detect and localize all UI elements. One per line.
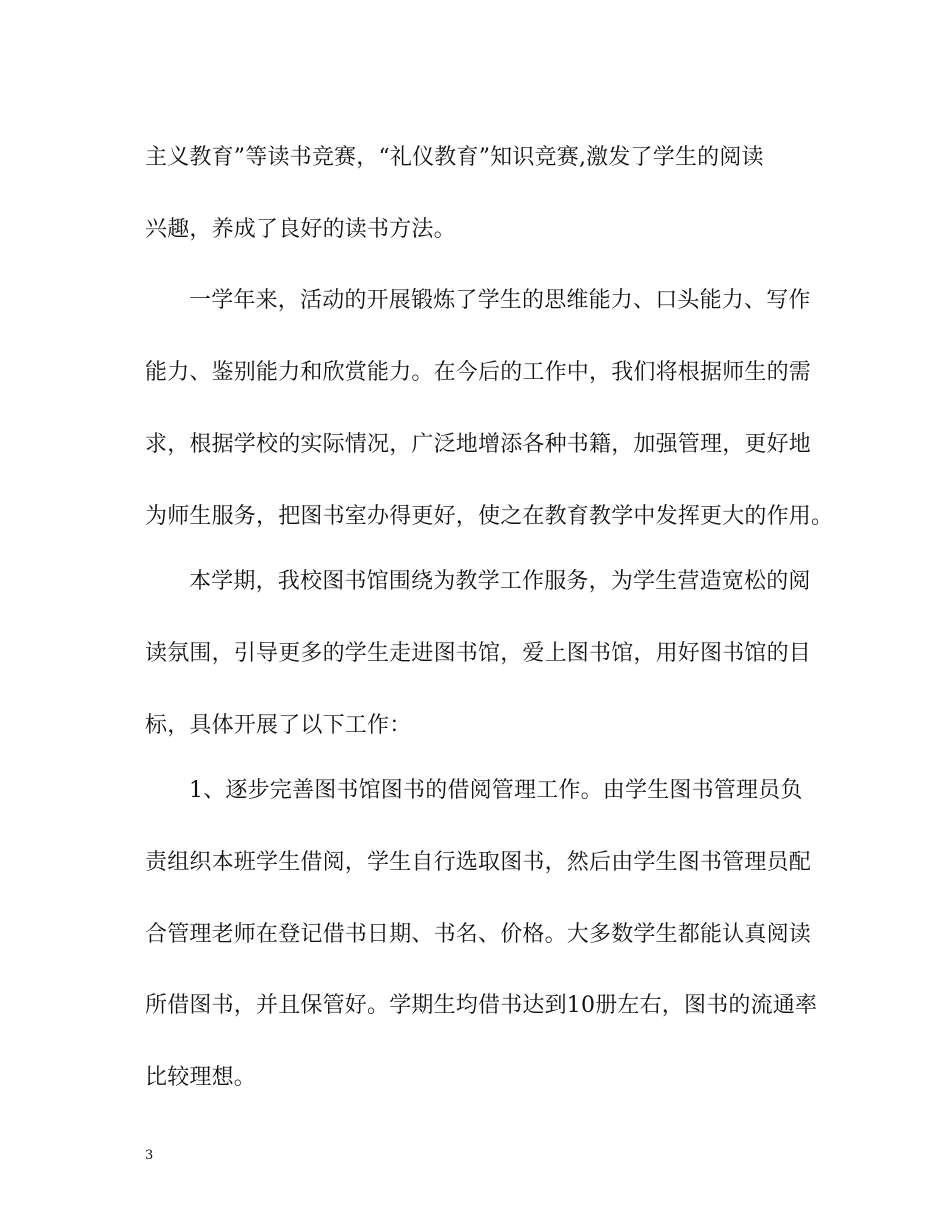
text-line: 为师生服务，把图书室办得更好，使之在教育教学中发挥更大的作用。 xyxy=(145,504,834,529)
text-line: 读氛围，引导更多的学生走进图书馆，爱上图书馆，用好图书馆的目 xyxy=(145,641,812,666)
text-line: 主义教育”等读书竞赛，“礼仪教育”知识竞赛,激发了学生的阅读 xyxy=(145,145,764,170)
paragraph-start-line: 本学期，我校图书馆围绕为教学工作服务，为学生营造宽松的阅 xyxy=(189,569,811,594)
text-line: 求，根据学校的实际情况，广泛地增添各种书籍，加强管理，更好地 xyxy=(145,432,812,457)
text-line: 所借图书，并且保管好。学期生均借书达到10册左右，图书的流通率 xyxy=(145,993,818,1018)
text-line: 比较理想。 xyxy=(145,1065,257,1090)
paragraph-start-line: 一学年来，活动的开展锻炼了学生的思维能力、口头能力、写作 xyxy=(189,288,811,313)
text-line: 标，具体开展了以下工作： xyxy=(145,713,412,738)
text-line: 能力、鉴别能力和欣赏能力。在今后的工作中，我们将根据师生的需 xyxy=(145,360,812,385)
text-line: 合管理老师在登记借书日期、书名、价格。大多数学生都能认真阅读 xyxy=(145,922,812,947)
paragraph-start-line: 1、逐步完善图书馆图书的借阅管理工作。由学生图书管理员负 xyxy=(189,778,803,803)
page-number: 3 xyxy=(145,1148,154,1163)
text-line: 兴趣，养成了良好的读书方法。 xyxy=(145,217,456,242)
text-line: 责组织本班学生借阅，学生自行选取图书，然后由学生图书管理员配 xyxy=(145,850,812,875)
